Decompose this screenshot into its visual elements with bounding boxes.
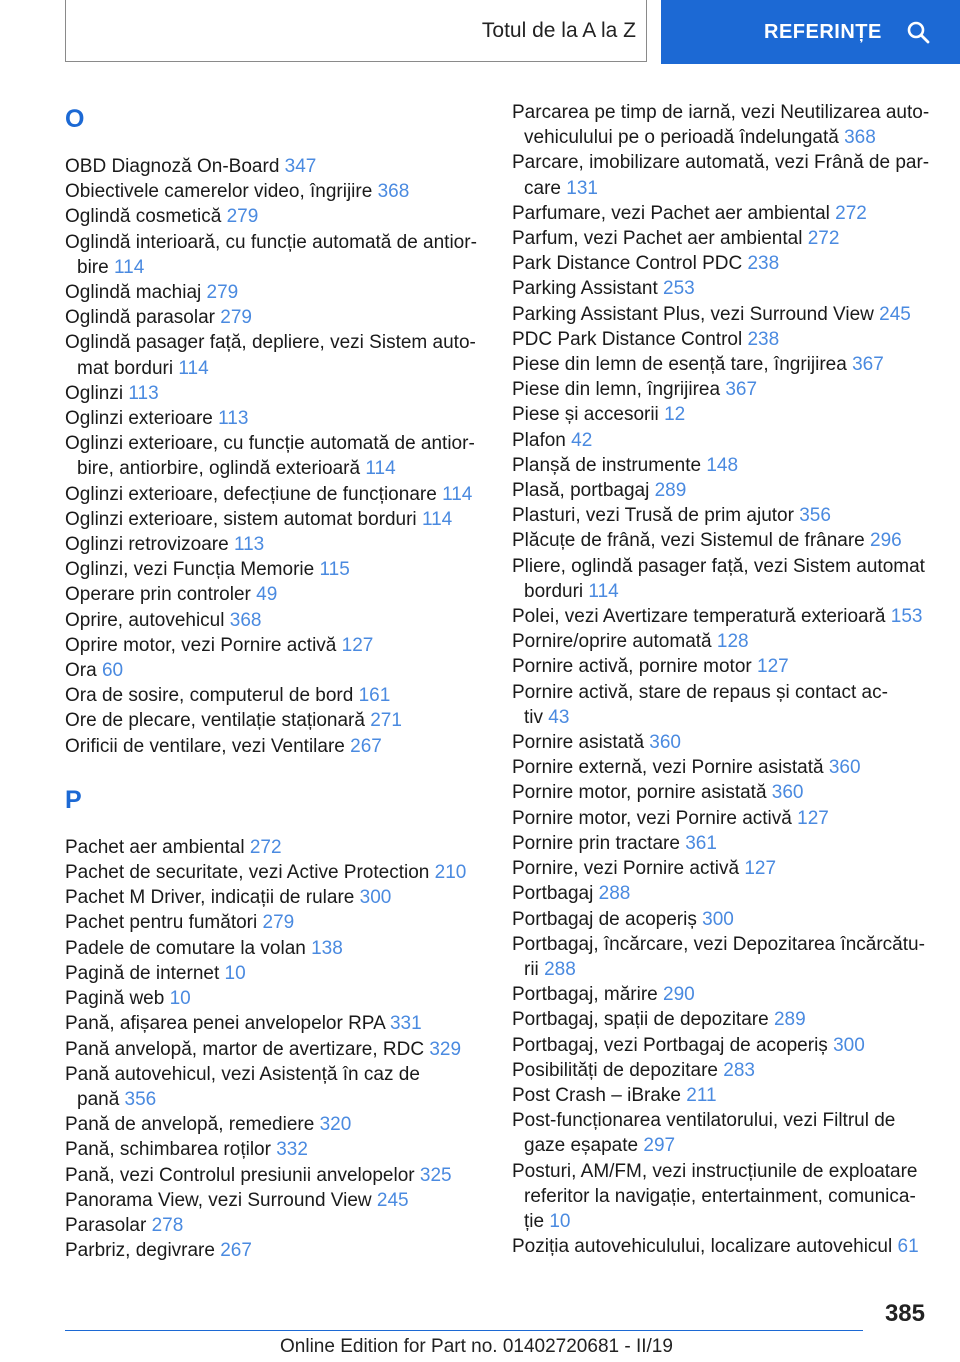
index-entry (65, 658, 485, 683)
entry-text: bire (77, 256, 114, 278)
index-entry (512, 579, 932, 604)
index-list-o (65, 154, 485, 759)
index-entry (65, 456, 485, 481)
entry-text: Planșă de instrumente (512, 454, 707, 476)
entry-text: referitor la navigație, entertainment, comunica- (524, 1185, 916, 1207)
entry-text: pană (77, 1088, 125, 1110)
entry-text: Pană autovehicul, vezi Asistență în caz de (65, 1063, 420, 1085)
entry-text: Poziția autovehiculului, localizare autovehicul (512, 1236, 898, 1258)
index-entry (512, 1108, 932, 1133)
index-entry (65, 910, 485, 935)
page-link[interactable]: 153 (890, 606, 923, 628)
entry-text: Oglinzi exterioare (65, 408, 219, 430)
entry-text: Polei, vezi Avertizare temperatură exterioară (512, 606, 891, 628)
page-link[interactable]: 115 (319, 559, 350, 581)
page-link[interactable]: 279 (226, 206, 259, 228)
index-column-right (512, 100, 932, 1259)
entry-text: Ora (65, 660, 102, 682)
index-entry (512, 176, 932, 201)
entry-text: Pornire motor, vezi Pornire activă (512, 807, 798, 829)
index-entry (512, 1159, 932, 1184)
entry-text: Pliere, oglindă pasager față, vezi Sistem automat (512, 555, 925, 577)
entry-text: Plasturi, vezi Trusă de prim ajutor (512, 505, 800, 527)
index-entry (512, 604, 932, 629)
page-link[interactable]: 128 (716, 631, 749, 653)
index-entry (65, 507, 485, 532)
page-link[interactable]: 10 (549, 1210, 571, 1232)
entry-text: Pornire, vezi Pornire activă (512, 858, 745, 880)
entry-text: Parbriz, degivrare (65, 1240, 221, 1262)
index-entry (65, 608, 485, 633)
index-entry (65, 1011, 485, 1036)
index-entry (65, 986, 485, 1011)
index-entry (65, 1037, 485, 1062)
page-link[interactable]: 113 (128, 382, 159, 404)
page-link[interactable]: 161 (358, 685, 391, 707)
reference-tab[interactable] (661, 0, 960, 64)
entry-text: Pană anvelopă, martor de avertizare, RDC (65, 1038, 430, 1060)
index-entry (512, 201, 932, 226)
entry-text: gaze eșapate (524, 1135, 644, 1157)
section-tab[interactable] (65, 0, 647, 62)
entry-text: Parfumare, vezi Pachet aer ambiental (512, 202, 836, 224)
page-link[interactable]: 300 (702, 908, 734, 930)
index-entry (512, 957, 932, 982)
entry-text: Pornire motor, pornire asistată (512, 782, 772, 804)
index-entry (512, 478, 932, 503)
page-link[interactable]: 271 (370, 710, 402, 732)
index-entry (65, 381, 485, 406)
entry-text: Ora de sosire, computerul de bord (65, 685, 359, 707)
page-link[interactable]: 332 (276, 1139, 308, 1161)
index-entry (65, 582, 485, 607)
index-entry (512, 856, 932, 881)
section-title: Totul de la A la Z (481, 18, 636, 42)
index-entry (65, 230, 485, 255)
page-link[interactable]: 114 (588, 580, 619, 602)
entry-text: Post-funcționarea ventilatorului, vezi Filtrul de (512, 1110, 896, 1132)
entry-text: Piese și accesorii (512, 404, 665, 426)
page-link[interactable]: 42 (571, 429, 593, 451)
entry-text: Parfum, vezi Pachet aer ambiental (512, 228, 808, 250)
entry-text: care (524, 177, 567, 199)
entry-text: Ore de plecare, ventilație staționară (65, 710, 371, 732)
index-entry (512, 503, 932, 528)
footer-rule (65, 1330, 863, 1331)
entry-text: Oglinzi retrovizoare (65, 534, 234, 556)
entry-text: Oglindă parasolar (65, 307, 221, 329)
page-link[interactable]: 267 (220, 1240, 252, 1262)
entry-text: Pană de anvelopă, remediere (65, 1114, 320, 1136)
entry-text: Oglinzi exterioare, sistem automat borduri (65, 508, 422, 530)
entry-text: Pornire activă, stare de repaus și contact ac- (512, 681, 888, 703)
page-link[interactable]: 360 (771, 782, 804, 804)
page-link[interactable]: 245 (879, 303, 911, 325)
page-link[interactable]: 245 (376, 1189, 409, 1211)
entry-text: Posibilități de depozitare (512, 1059, 724, 1081)
index-entry (65, 885, 485, 910)
entry-text: Pagină web (65, 988, 170, 1010)
page-link[interactable]: 367 (725, 379, 758, 401)
entry-text: vehiculului pe o perioadă îndelungată (524, 127, 845, 149)
search-icon[interactable] (906, 20, 930, 44)
index-entry (512, 226, 932, 251)
entry-text: Parcarea pe timp de iarnă, vezi Neutilizarea auto- (512, 102, 930, 123)
entry-text: Piese din lemn, îngrijirea (512, 379, 726, 401)
page-link[interactable]: 325 (419, 1164, 452, 1186)
page-link[interactable]: 10 (169, 988, 191, 1010)
page-link[interactable]: 131 (566, 177, 598, 199)
index-entry (512, 932, 932, 957)
page-link[interactable]: 238 (747, 328, 780, 350)
index-entry (65, 330, 485, 355)
entry-text: Parasolar (65, 1214, 152, 1236)
entry-text: Post Crash – iBrake (512, 1084, 687, 1106)
index-entry (65, 280, 485, 305)
page-link[interactable]: 289 (654, 480, 687, 502)
index-entry (65, 1062, 485, 1087)
page-link[interactable]: 360 (649, 732, 681, 754)
entry-text: Orificii de ventilare, vezi Ventilare (65, 735, 351, 757)
index-entry (512, 907, 932, 932)
index-entry (512, 705, 932, 730)
index-letter-o: O (65, 105, 85, 133)
entry-text: Portbagaj, mărire (512, 984, 664, 1006)
entry-text: Panorama View, vezi Surround View (65, 1189, 377, 1211)
page-link[interactable]: 347 (284, 156, 317, 177)
entry-text: Pornire asistată (512, 732, 650, 754)
index-entry (512, 150, 932, 175)
entry-text: Pachet aer ambiental (65, 836, 250, 858)
page-link[interactable]: 114 (365, 458, 396, 480)
index-entry (512, 302, 932, 327)
index-entry (512, 831, 932, 856)
entry-text: Plăcuțe de frână, vezi Sistemul de frânare (512, 530, 871, 552)
page-link[interactable]: 289 (773, 1009, 806, 1031)
page-link[interactable]: 297 (643, 1135, 676, 1157)
page-link[interactable]: 127 (757, 656, 789, 678)
index-entry (512, 982, 932, 1007)
page-link[interactable]: 368 (229, 609, 262, 631)
index-entry (65, 1213, 485, 1238)
page-number: 385 (884, 1300, 925, 1327)
entry-text: Portbagaj, vezi Portbagaj de acoperiș (512, 1034, 834, 1056)
entry-text: Pagină de internet (65, 962, 225, 984)
entry-text: mat borduri (77, 357, 179, 379)
page-link[interactable]: 127 (744, 858, 777, 880)
index-entry (512, 327, 932, 352)
entry-text: Portbagaj, încărcare, vezi Depozitarea încărcătu- (512, 933, 925, 955)
index-entry (512, 1184, 932, 1209)
page-link[interactable]: 279 (220, 307, 252, 329)
index-entry (512, 1058, 932, 1083)
page-link[interactable]: 61 (897, 1236, 919, 1258)
entry-text: Pachet pentru fumători (65, 912, 263, 934)
page-link[interactable]: 300 (833, 1034, 865, 1056)
page-link[interactable]: 361 (685, 832, 717, 854)
index-entry (65, 936, 485, 961)
index-entry (512, 881, 932, 906)
entry-text: Pornire prin tractare (512, 832, 686, 854)
index-entry (65, 1087, 485, 1112)
entry-text: borduri (524, 580, 589, 602)
index-entry (65, 406, 485, 431)
page-link[interactable]: 279 (262, 912, 295, 934)
index-entry (65, 431, 485, 456)
index-entry (65, 708, 485, 733)
page-link[interactable]: 288 (544, 958, 576, 980)
page-link[interactable]: 127 (341, 634, 374, 656)
page-header (0, 0, 960, 66)
entry-text: Parking Assistant Plus, vezi Surround View (512, 303, 880, 325)
index-entry (65, 683, 485, 708)
entry-text: tiv (524, 706, 549, 728)
entry-text: Posturi, AM/FM, vezi instrucțiunile de exploatare (512, 1160, 918, 1182)
index-list-p (65, 835, 485, 1263)
page-link[interactable]: 114 (421, 508, 453, 530)
page-link[interactable]: 368 (844, 127, 876, 149)
page-link[interactable]: 253 (663, 278, 695, 300)
index-entry (512, 1033, 932, 1058)
page-link[interactable]: 272 (835, 202, 867, 224)
entry-text: Parcare, imobilizare automată, vezi Frână de par- (512, 152, 930, 174)
entry-text: Oglindă interioară, cu funcție automată de antior- (65, 231, 477, 253)
page-link[interactable]: 279 (206, 282, 239, 304)
index-entry (512, 755, 932, 780)
entry-text: Oprire motor, vezi Pornire activă (65, 634, 342, 656)
page-link[interactable]: 60 (101, 660, 124, 682)
index-entry (512, 730, 932, 755)
page-link[interactable]: 127 (797, 807, 829, 829)
entry-text: Oglindă pasager față, depliere, vezi Sistem auto- (65, 332, 476, 354)
entry-text: Oglindă machiaj (65, 282, 207, 304)
index-entry (512, 1083, 932, 1108)
index-entry (512, 629, 932, 654)
entry-text: Pană, afișarea penei anvelopelor RPA (65, 1013, 390, 1035)
entry-text: Portbagaj de acoperiș (512, 908, 703, 930)
index-entry (512, 453, 932, 478)
page-link[interactable]: 356 (799, 505, 831, 527)
entry-text: Oglinzi exterioare, defecțiune de funcționare (65, 483, 443, 505)
page-link[interactable]: 296 (870, 530, 902, 552)
page-link[interactable]: 211 (686, 1084, 717, 1106)
entry-text: Operare prin controler (65, 584, 257, 606)
entry-text: Oglinzi exterioare, cu funcție automată de antior- (65, 433, 475, 455)
index-entry (512, 528, 932, 553)
page-link[interactable]: 138 (311, 937, 343, 959)
entry-text: Oglindă cosmetică (65, 206, 227, 228)
index-entry (512, 1209, 932, 1234)
index-entry (512, 554, 932, 579)
page-link[interactable]: 43 (548, 706, 570, 728)
entry-text: Pachet de securitate, vezi Active Protection (65, 862, 435, 884)
page-link[interactable]: 148 (706, 454, 739, 476)
entry-text: PDC Park Distance Control (512, 328, 748, 350)
entry-text: Pornire externă, vezi Pornire asistată (512, 757, 829, 779)
page-link[interactable]: 367 (852, 354, 884, 376)
index-entry (65, 961, 485, 986)
index-entry (512, 125, 932, 150)
page-link[interactable]: 272 (249, 836, 282, 858)
entry-text: Pachet M Driver, indicații de rulare (65, 887, 360, 909)
index-entry (65, 356, 485, 381)
page-link[interactable]: 113 (218, 408, 249, 430)
entry-text: Oglinzi, vezi Funcția Memorie (65, 559, 320, 581)
page-link[interactable]: 272 (807, 228, 840, 250)
page-link[interactable]: 331 (389, 1013, 422, 1035)
page-link[interactable]: 290 (663, 984, 695, 1006)
index-entry (65, 204, 485, 229)
entry-text: OBD Diagnoză On-Board (65, 156, 285, 177)
index-entry (65, 835, 485, 860)
index-entry (65, 1238, 485, 1263)
page-link[interactable]: 360 (828, 757, 861, 779)
index-entry (65, 255, 485, 280)
entry-text: Padele de comutare la volan (65, 937, 312, 959)
index-entry (65, 557, 485, 582)
index-entry (65, 1137, 485, 1162)
footer-edition: Online Edition for Part no. 01402720681 - II/19 (280, 1336, 673, 1357)
page-link[interactable]: 356 (124, 1088, 157, 1110)
page-link[interactable]: 238 (747, 253, 780, 275)
index-entry (512, 402, 932, 427)
entry-text: rii (524, 958, 545, 980)
index-entry (512, 100, 932, 125)
page-link[interactable]: 300 (359, 887, 392, 909)
index-list-right (512, 100, 932, 1259)
entry-text: Oprire, autovehicul (65, 609, 230, 631)
page-link[interactable]: 113 (233, 534, 265, 556)
index-entry (512, 251, 932, 276)
entry-text: Obiectivele camerelor video, îngrijire (65, 181, 378, 203)
entry-text: Pană, schimbarea roților (65, 1139, 277, 1161)
page-link[interactable]: 114 (113, 256, 145, 278)
index-entry (512, 1234, 932, 1259)
index-entry (65, 1163, 485, 1188)
entry-text: Oglinzi (65, 382, 129, 404)
index-entry (512, 276, 932, 301)
page-link[interactable]: 368 (377, 181, 410, 203)
page-link[interactable]: 10 (224, 962, 246, 984)
index-entry (65, 1112, 485, 1137)
index-entry (65, 734, 485, 759)
index-entry (512, 806, 932, 831)
page-link[interactable]: 329 (429, 1038, 462, 1060)
page-link[interactable]: 49 (256, 584, 278, 606)
page-link[interactable]: 114 (442, 483, 473, 505)
reference-label: REFERINȚE (764, 20, 882, 43)
index-entry (512, 377, 932, 402)
index-entry (65, 179, 485, 204)
index-entry (65, 633, 485, 658)
index-column-left (65, 100, 485, 1263)
page-link[interactable]: 114 (178, 357, 209, 379)
index-entry (65, 305, 485, 330)
entry-text: Parking Assistant (512, 278, 664, 300)
index-entry (65, 532, 485, 557)
page-link[interactable]: 12 (664, 404, 686, 426)
entry-text: Pană, vezi Controlul presiunii anvelopelor (65, 1164, 420, 1186)
page-link[interactable]: 267 (350, 735, 382, 757)
entry-text: bire, antiorbire, oglindă exterioară (77, 458, 366, 480)
entry-text: Portbagaj (512, 883, 599, 905)
entry-text: Pornire activă, pornire motor (512, 656, 757, 678)
index-entry (65, 860, 485, 885)
index-entry (512, 780, 932, 805)
entry-text: Portbagaj, spații de depozitare (512, 1009, 774, 1031)
entry-text: Park Distance Control PDC (512, 253, 748, 275)
index-entry (65, 154, 485, 179)
page-link[interactable]: 288 (598, 883, 631, 905)
page-link[interactable]: 278 (151, 1214, 184, 1236)
entry-text: Piese din lemn de esență tare, îngrijirea (512, 354, 853, 376)
index-entry (512, 680, 932, 705)
index-entry (512, 428, 932, 453)
entry-text: Plafon (512, 429, 572, 451)
index-entry (512, 654, 932, 679)
index-entry (512, 1133, 932, 1158)
index-letter-p: P (65, 785, 82, 814)
page-link[interactable]: 210 (434, 862, 467, 884)
page-link[interactable]: 320 (319, 1114, 352, 1136)
page-link[interactable]: 283 (723, 1059, 755, 1081)
index-entry (65, 1188, 485, 1213)
entry-text: Pornire/oprire automată (512, 631, 717, 653)
index-entry (512, 1007, 932, 1032)
entry-text: Plasă, portbagaj (512, 480, 655, 502)
index-entry (65, 482, 485, 507)
entry-text: ție (524, 1210, 550, 1232)
index-entry (512, 352, 932, 377)
